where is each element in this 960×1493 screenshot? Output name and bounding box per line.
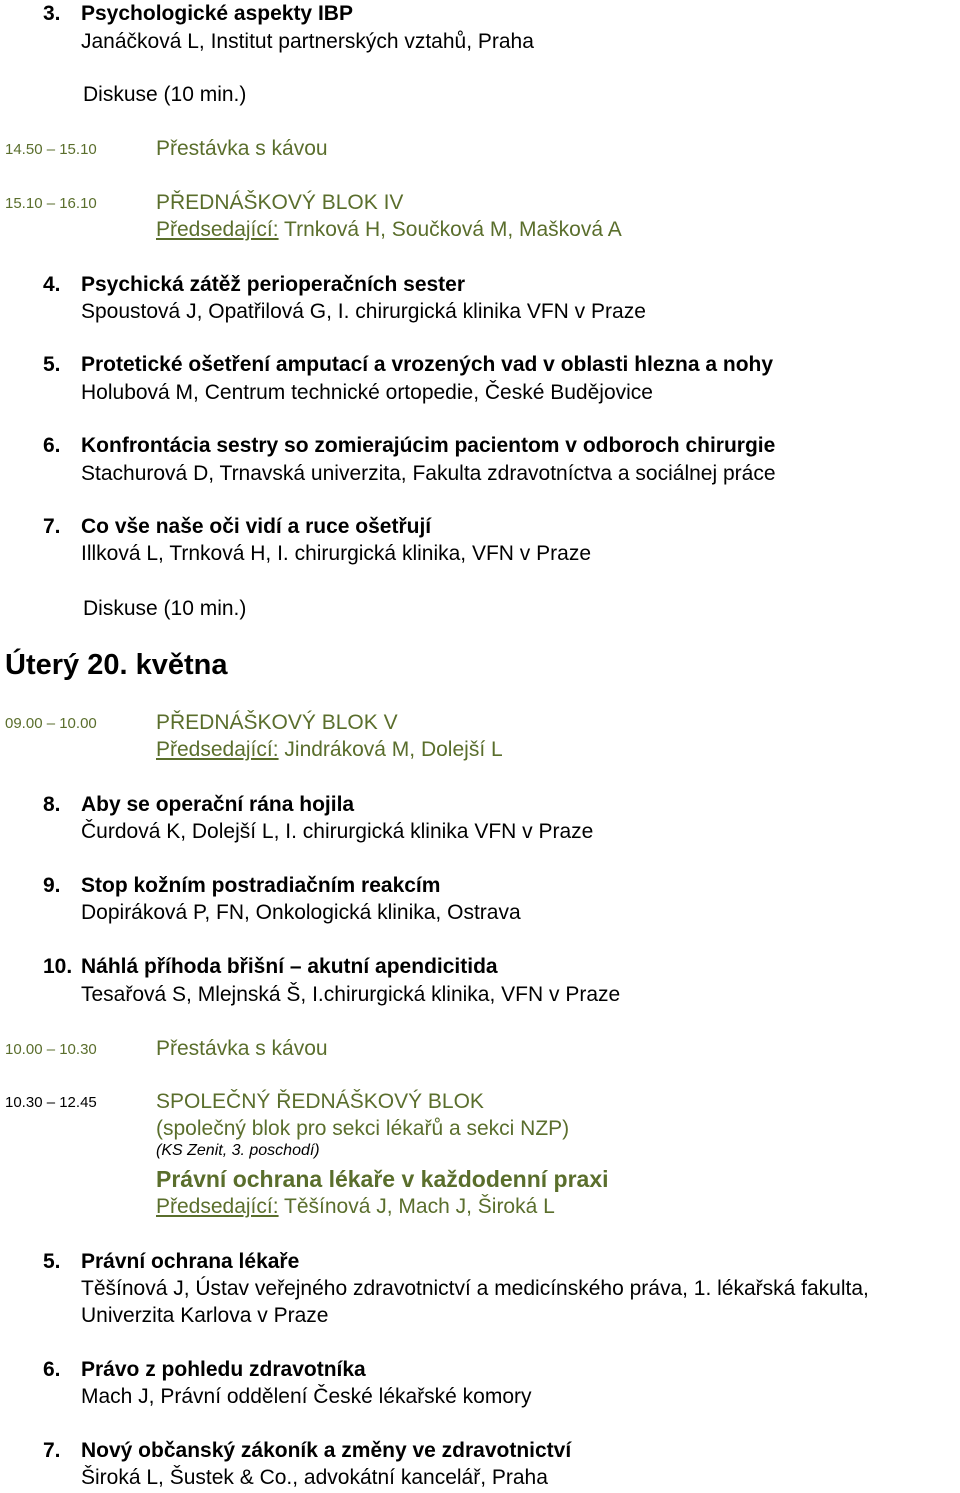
joint-block-subtitle: (společný blok pro sekci lékařů a sekci NZP) xyxy=(156,1117,570,1140)
item-5-number: 5. xyxy=(43,353,61,376)
break-1-label: Přestávka s kávou xyxy=(156,137,328,160)
item-10-number: 10. xyxy=(43,955,73,978)
chair-names: Trnková H, Součková M, Mašková A xyxy=(278,218,622,241)
joint-block-location: (KS Zenit, 3. poschodí) xyxy=(156,1142,320,1159)
item-4-number: 4. xyxy=(43,273,61,296)
item-3-number: 3. xyxy=(43,2,61,25)
item-3-title: Psychologické aspekty IBP xyxy=(81,2,353,25)
item-5-title: Protetické ošetření amputací a vrozených vad v oblasti hlezna a nohy xyxy=(81,353,774,376)
chair-label: Předsedající: xyxy=(156,1195,279,1218)
item-3-authors: Janáčková L, Institut partnerských vztahů, Praha xyxy=(81,30,534,53)
item-8-authors: Čurdová K, Dolejší L, I. chirurgická klinika VFN v Praze xyxy=(81,820,594,843)
item-8-number: 8. xyxy=(43,793,61,816)
joint-item-5-authors-line-1: Těšínová J, Ústav veřejného zdravotnictví a medicínského práva, 1. lékařská fakulta, xyxy=(81,1277,869,1300)
joint-item-6-title: Právo z pohledu zdravotníka xyxy=(81,1358,366,1381)
joint-block-title: SPOLEČNÝ ŘEDNÁŠKOVÝ BLOK xyxy=(156,1090,484,1113)
block-5-chairs xyxy=(156,737,503,763)
item-9-title: Stop kožním postradiačním reakcím xyxy=(81,874,441,897)
joint-item-7-title: Nový občanský zákoník a změny ve zdravotnictví xyxy=(81,1439,572,1462)
item-9-authors: Dopiráková P, FN, Onkologická klinika, Ostrava xyxy=(81,901,521,924)
item-10-authors: Tesařová S, Mlejnská Š, I.chirurgická klinika, VFN v Praze xyxy=(81,983,621,1006)
item-7-title: Co vše naše oči vidí a ruce ošetřují xyxy=(81,515,432,538)
joint-item-6-number: 6. xyxy=(43,1358,61,1381)
chair-names: Těšínová J, Mach J, Široká L xyxy=(278,1195,555,1218)
joint-block-time: 10.30 – 12.45 xyxy=(5,1094,97,1111)
chair-label: Předsedající: xyxy=(156,738,279,761)
chair-label: Předsedající: xyxy=(156,218,279,241)
item-6-number: 6. xyxy=(43,434,61,457)
item-7-authors: Illková L, Trnková H, I. chirurgická klinika, VFN v Praze xyxy=(81,542,591,565)
item-8-title: Aby se operační rána hojila xyxy=(81,793,355,816)
block-5-time: 09.00 – 10.00 xyxy=(5,715,97,732)
joint-item-7-authors: Široká L, Šustek & Co., advokátní kancelář, Praha xyxy=(81,1466,548,1489)
break-1-time: 14.50 – 15.10 xyxy=(5,141,97,158)
joint-item-7-number: 7. xyxy=(43,1439,61,1462)
item-6-title: Konfrontácia sestry so zomierajúcim pacientom v odboroch chirurgie xyxy=(81,434,776,457)
joint-item-5-authors-line-2: Univerzita Karlova v Praze xyxy=(81,1304,329,1327)
joint-item-5-number: 5. xyxy=(43,1250,61,1273)
discussion-1: Diskuse (10 min.) xyxy=(83,83,247,106)
block-4-time: 15.10 – 16.10 xyxy=(5,195,97,212)
day-heading: Úterý 20. května xyxy=(5,649,228,681)
item-10-title: Náhlá příhoda břišní – akutní apendicitida xyxy=(81,955,498,978)
break-2-time: 10.00 – 10.30 xyxy=(5,1041,97,1058)
item-9-number: 9. xyxy=(43,874,61,897)
joint-block-theme: Právní ochrana lékaře v každodenní praxi xyxy=(156,1166,609,1192)
item-7-number: 7. xyxy=(43,515,61,538)
joint-block-chairs xyxy=(156,1194,555,1220)
block-4-title: PŘEDNÁŠKOVÝ BLOK IV xyxy=(156,191,404,214)
item-4-authors: Spoustová J, Opatřilová G, I. chirurgická klinika VFN v Praze xyxy=(81,300,646,323)
discussion-2: Diskuse (10 min.) xyxy=(83,597,247,620)
block-4-chairs xyxy=(156,217,622,243)
item-6-authors: Stachurová D, Trnavská univerzita, Fakulta zdravotníctva a sociálnej práce xyxy=(81,462,776,485)
block-5-title: PŘEDNÁŠKOVÝ BLOK V xyxy=(156,711,398,734)
item-5-authors: Holubová M, Centrum technické ortopedie, České Budějovice xyxy=(81,381,653,404)
chair-names: Jindráková M, Dolejší L xyxy=(278,738,503,761)
item-4-title: Psychická zátěž perioperačních sester xyxy=(81,273,466,296)
joint-item-5-title: Právní ochrana lékaře xyxy=(81,1250,300,1273)
break-2-label: Přestávka s kávou xyxy=(156,1037,328,1060)
joint-item-6-authors: Mach J, Právní oddělení České lékařské komory xyxy=(81,1385,532,1408)
